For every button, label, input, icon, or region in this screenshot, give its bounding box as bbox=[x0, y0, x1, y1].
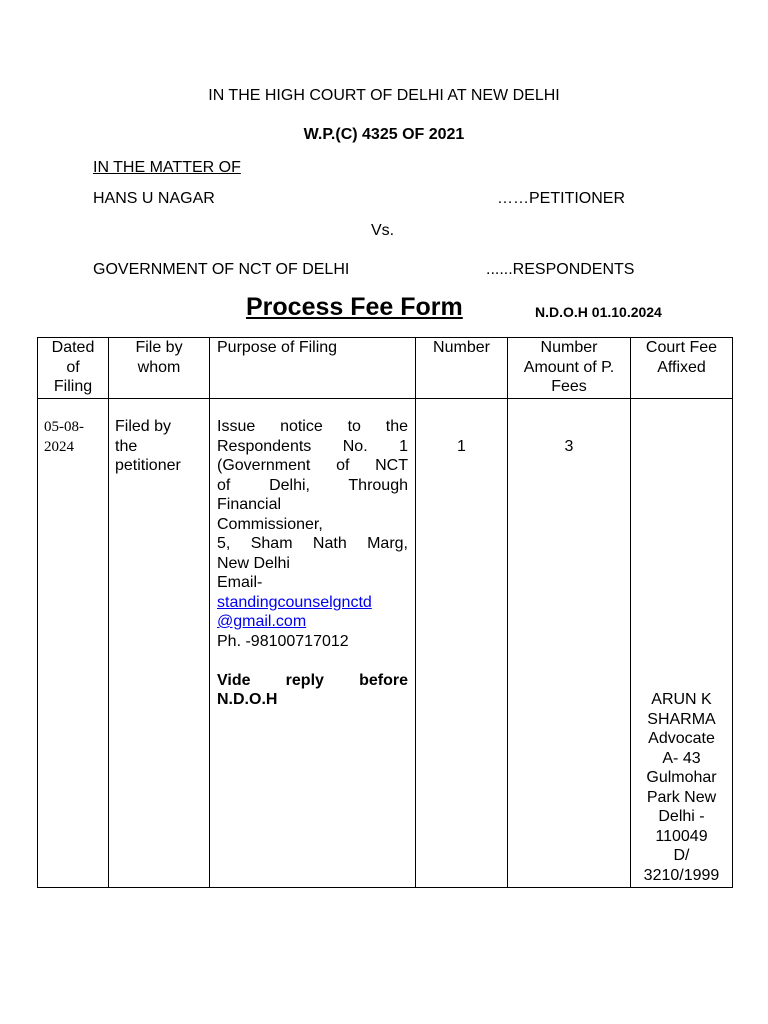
advocate-line: A- 43 bbox=[662, 749, 701, 767]
table-row bbox=[38, 399, 733, 888]
header-purpose-label: Purpose of Filing bbox=[217, 339, 338, 356]
header-fee-line: Affixed bbox=[657, 358, 706, 376]
respondent-role: ......RESPONDENTS bbox=[486, 261, 635, 278]
header-dated-line: Filing bbox=[53, 378, 93, 395]
header-dated-line: Dated bbox=[51, 339, 95, 356]
process-fee-table bbox=[37, 337, 733, 888]
filed-by-line: petitioner bbox=[115, 457, 181, 474]
advocate-line: Delhi - bbox=[658, 808, 705, 825]
header-number bbox=[416, 338, 508, 399]
filed-by-line: Filed by bbox=[115, 418, 172, 435]
case-number: W.P.(C) 4325 OF 2021 bbox=[303, 126, 465, 143]
header-by-line: whom bbox=[137, 358, 181, 376]
header-amount-line: Fees bbox=[551, 378, 587, 395]
header-purpose-of-filing bbox=[210, 338, 416, 399]
header-file-by-whom bbox=[109, 338, 210, 399]
cell-purpose-of-filing bbox=[210, 399, 416, 888]
advocate-line: 3210/1999 bbox=[643, 866, 720, 884]
purpose-line: New Delhi bbox=[217, 554, 290, 572]
cell-amount-of-fees bbox=[508, 399, 631, 888]
advocate-line: Advocate bbox=[648, 730, 715, 747]
versus-label: Vs. bbox=[371, 222, 395, 239]
advocate-line: SHARMA bbox=[647, 710, 716, 728]
purpose-line: Commissioner, bbox=[217, 515, 323, 533]
purpose-line: of Delhi, Through bbox=[217, 476, 408, 494]
date-line: 05-08- bbox=[44, 419, 84, 435]
email-link[interactable]: standingcounselgnctd bbox=[217, 593, 372, 611]
filed-by-line: the bbox=[115, 437, 138, 455]
cell-number bbox=[416, 399, 508, 888]
header-amount-line: Amount of P. bbox=[523, 358, 615, 376]
cell-court-fee-affixed bbox=[631, 399, 733, 888]
advocate-line: Park New bbox=[646, 788, 717, 806]
purpose-line: Respondents No. 1 bbox=[217, 437, 408, 455]
header-dated-of-filing bbox=[38, 338, 109, 399]
form-title: Process Fee Form bbox=[246, 293, 463, 321]
header-court-fee-affixed bbox=[631, 338, 733, 399]
next-date-of-hearing: N.D.O.H 01.10.2024 bbox=[535, 304, 662, 320]
cell-date-of-filing bbox=[38, 399, 109, 888]
reply-note: N.D.O.H bbox=[217, 691, 278, 708]
purpose-line: Email- bbox=[217, 574, 263, 591]
purpose-line: Financial bbox=[217, 496, 282, 513]
advocate-line: Gulmohar bbox=[646, 769, 717, 786]
email-link[interactable]: @gmail.com bbox=[217, 613, 307, 630]
header-fee-line: Court Fee bbox=[645, 339, 718, 356]
reply-note: Vide reply before bbox=[217, 671, 408, 689]
phone-number: Ph. -98100717012 bbox=[217, 632, 349, 650]
respondent-name: GOVERNMENT OF NCT OF DELHI bbox=[93, 261, 350, 278]
cell-filed-by bbox=[109, 399, 210, 888]
advocate-line: ARUN K bbox=[651, 691, 712, 708]
date-line: 2024 bbox=[44, 439, 74, 455]
header-number-label: Number bbox=[433, 339, 490, 356]
amount-value: 3 bbox=[564, 438, 574, 455]
court-title: IN THE HIGH COURT OF DELHI AT NEW DELHI bbox=[208, 87, 560, 104]
purpose-line: Issue notice to the bbox=[217, 418, 408, 435]
header-dated-line: of bbox=[66, 358, 80, 376]
table-header-row bbox=[38, 338, 733, 399]
in-the-matter-heading: IN THE MATTER OF bbox=[93, 159, 241, 176]
advocate-line: 110049 bbox=[655, 827, 708, 845]
purpose-line: 5, Sham Nath Marg, bbox=[217, 535, 408, 552]
purpose-line: (Government of NCT bbox=[217, 457, 408, 474]
number-value: 1 bbox=[457, 438, 466, 455]
line-spacer bbox=[217, 651, 408, 671]
header-amount-of-fees bbox=[508, 338, 631, 399]
petitioner-role: ……PETITIONER bbox=[497, 190, 626, 207]
advocate-line: D/ bbox=[673, 847, 690, 864]
header-by-line: File by bbox=[135, 339, 183, 356]
header-amount-line: Number bbox=[540, 339, 598, 356]
petitioner-name: HANS U NAGAR bbox=[93, 190, 215, 207]
